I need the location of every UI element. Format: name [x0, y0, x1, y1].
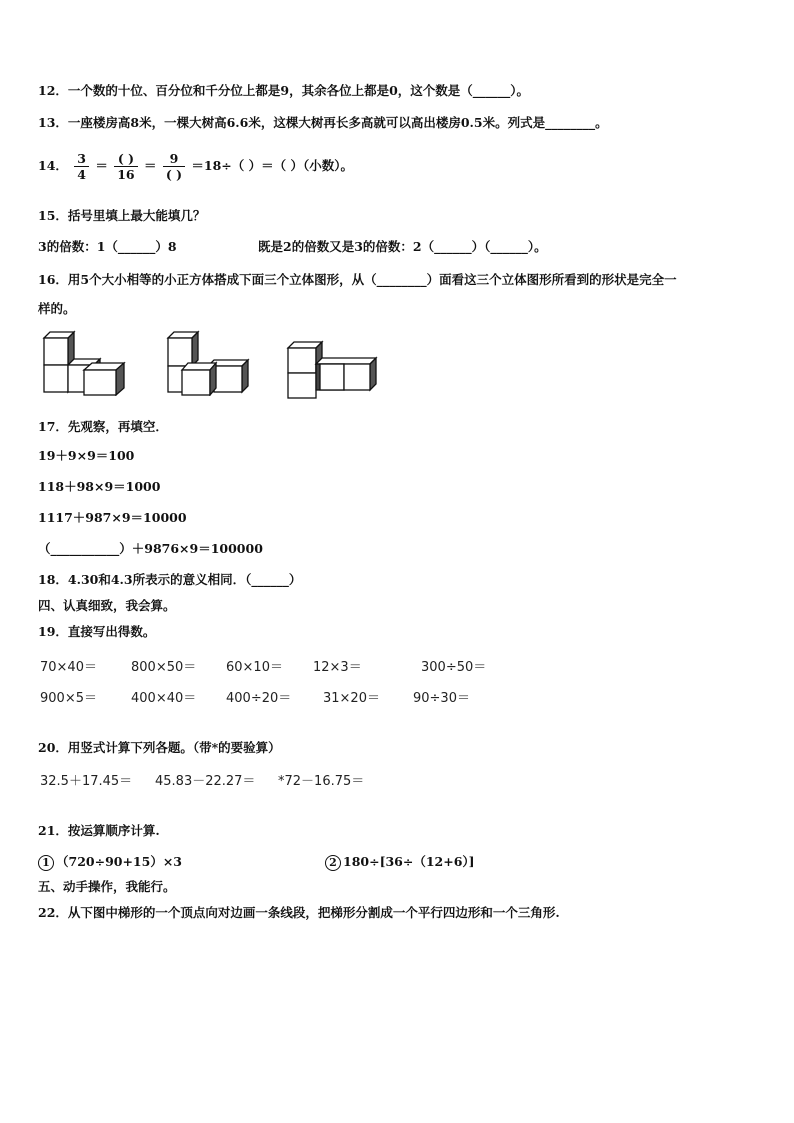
fraction-numerator-blank[interactable]: ( ): [114, 151, 137, 167]
equals-sign: ＝: [143, 158, 157, 173]
fraction-blank-16: [114, 151, 137, 182]
circled-number-1: 1: [38, 855, 54, 871]
q19-item: 800×50＝: [131, 660, 197, 675]
section-5-heading: 五、动手操作，我能行。: [38, 879, 176, 894]
question-16-line1: 16．用5个大小相等的小正方体搭成下面三个立体图形，从（________）面看这三个立体图形所看到的形状是完全一: [38, 272, 677, 287]
q17-equation-3: 1117＋987×9＝10000: [38, 510, 187, 525]
question-17-title: 17．先观察，再填空．: [38, 419, 168, 434]
cube-figure-2: [164, 330, 254, 396]
equals-sign: ＝: [95, 158, 108, 173]
fraction-3-4: [74, 151, 89, 182]
q21-expression-1: （720÷90+15）×3: [56, 854, 183, 869]
q20-item: 32.5＋17.45＝: [40, 774, 133, 789]
q21-item-1: [38, 853, 182, 871]
fraction-numerator: 9: [163, 151, 185, 167]
q17-equation-2: 118＋98×9＝1000: [38, 479, 161, 494]
q14-label: 14．: [38, 158, 68, 173]
q19-item: 400÷20＝: [226, 691, 292, 706]
question-14: [38, 148, 353, 184]
question-15-left: 3的倍数：1（______）8: [38, 239, 177, 254]
question-16-line2: 样的。: [38, 301, 76, 316]
q14-tail: ＝18÷（ ）＝（ ）（小数）。: [191, 158, 353, 173]
question-15-title: 15．括号里填上最大能填几？: [38, 208, 206, 223]
q19-item: 31×20＝: [323, 691, 380, 706]
fraction-denominator: 16: [117, 167, 135, 182]
question-15-right: 既是2的倍数又是3的倍数：2（______）（______）。: [258, 239, 547, 254]
q17-equation-4: （___________）＋9876×9＝100000: [38, 541, 263, 556]
section-4-heading: 四、认真细致，我会算。: [38, 598, 176, 613]
fraction-9-blank: [163, 151, 185, 182]
q19-item: 60×10＝: [226, 660, 283, 675]
q21-item-2: [325, 853, 475, 871]
q19-item: 300÷50＝: [421, 660, 487, 675]
q21-expression-2: 180÷[36÷（12+6）]: [343, 854, 475, 869]
question-12: 12．一个数的十位、百分位和千分位上都是9，其余各位上都是0，这个数是（______）。: [38, 83, 530, 98]
circled-number-2: 2: [325, 855, 341, 871]
fraction-denominator-blank[interactable]: ( ): [165, 167, 183, 182]
question-18: 18．4.30和4.3所表示的意义相同．（______）: [38, 572, 302, 587]
q19-item: 400×40＝: [131, 691, 197, 706]
q19-item: 90÷30＝: [413, 691, 470, 706]
fraction-denominator: 4: [77, 167, 86, 182]
q19-item: 900×5＝: [40, 691, 97, 706]
question-21-title: 21．按运算顺序计算.: [38, 823, 160, 838]
q20-item: 45.83－22.27＝: [155, 774, 256, 789]
q19-item: 70×40＝: [40, 660, 97, 675]
fraction-numerator: 3: [74, 151, 89, 167]
q17-equation-1: 19＋9×9＝100: [38, 448, 135, 463]
q19-item: 12×3＝: [313, 660, 362, 675]
cube-figure-3: [284, 338, 380, 400]
question-13: 13．一座楼房高8米，一棵大树高6.6米，这棵大树再长多高就可以高出楼房0.5米。列式是________。: [38, 115, 608, 130]
cube-figure-1: [38, 330, 128, 396]
question-22: 22．从下图中梯形的一个顶点向对边画一条线段，把梯形分割成一个平行四边形和一个三角形.: [38, 905, 560, 920]
question-20-title: 20．用竖式计算下列各题。（带*的要验算）: [38, 740, 281, 755]
q20-item: *72－16.75＝: [278, 774, 365, 789]
question-19-title: 19．直接写出得数。: [38, 624, 156, 639]
